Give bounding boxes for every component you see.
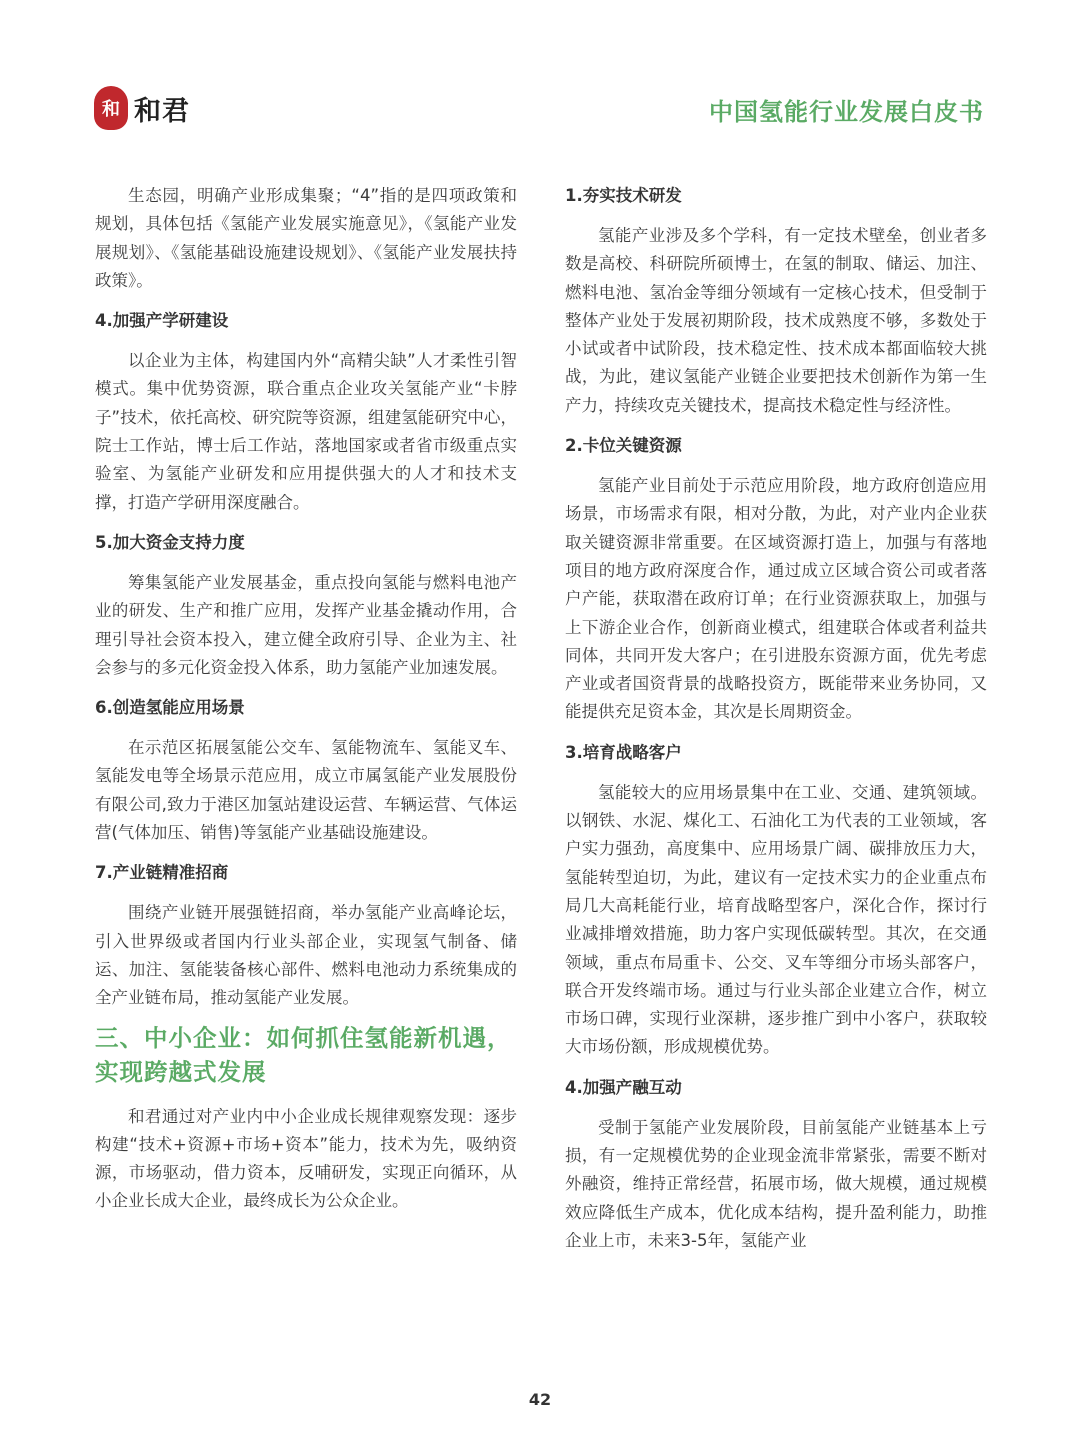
logo-text: 和君 — [134, 95, 190, 127]
logo-seal-icon: 和 — [94, 86, 128, 130]
subheading-4: 4.加强产学研建设 — [95, 311, 229, 331]
subheading-r2: 2.卡位关键资源 — [565, 436, 682, 456]
brand-logo — [94, 86, 190, 130]
subheading-6: 6.创造氢能应用场景 — [95, 698, 245, 718]
left-column — [95, 182, 517, 1216]
intro-paragraph: 生态园，明确产业形成集聚；“4”指的是四项政策和规划，具体包括《氢能产业发展实施意见》，《氢能产业发展规划》、《氢能基础设施建设规划》、《氢能产业发展扶持政策》。 — [95, 186, 517, 290]
paragraph-r2: 氢能产业目前处于示范应用阶段，地方政府创造应用场景，市场需求有限，相对分散，为此，对产业内企业获取关键资源非常重要。在区域资源打造上，加强与有落地项目的地方政府深度合作，通过成立区域合资公司或者落户产能，获取潜在政府订单；在行业资源获取上，加强与上下游企业合作，创新商业模式，组建联合体或者利益共同体，共同开发大客户；在引进股东资源方面，优先考虑产业或者国资背景的战略投资方，既能带来业务协同，又能提供充足资本金，其次是长周期资金。 — [565, 476, 987, 722]
paragraph-7: 围绕产业链开展强链招商，举办氢能产业高峰论坛，引入世界级或者国内行业头部企业，实现氢气制备、储运、加注、氢能装备核心部件、燃料电池动力系统集成的全产业链布局，推动氢能产业发展。 — [95, 903, 517, 1008]
subheading-r3: 3.培育战略客户 — [565, 742, 682, 762]
right-column — [565, 182, 987, 1255]
section-title: 三、中小企业：如何抓住氢能新机遇，实现跨越式发展 — [95, 1023, 512, 1086]
subheading-5: 5.加大资金支持力度 — [95, 532, 245, 552]
section-paragraph: 和君通过对产业内中小企业成长规律观察发现：逐步构建“技术+资源+市场+资本”能力，技术为先，吸纳资源，市场驱动，借力资本，反哺研发，实现正向循环，从小企业长成大企业，最终成长为公众企业。 — [95, 1106, 517, 1211]
subheading-r1: 1.夯实技术研发 — [565, 186, 682, 205]
document-title: 中国氢能行业发展白皮书 — [709, 98, 984, 126]
paragraph-r1: 氢能产业涉及多个学科，有一定技术壁垒，创业者多数是高校、科研院所硕博士，在氢的制取、储运、加注、燃料电池、氢冶金等细分领域有一定核心技术，但受制于整体产业处于发展初期阶段，技术成熟度不够，多数处于小试或者中试阶段，技术稳定性、技术成本都面临较大挑战，为此，建议氢能产业链企业要把技术创新作为第一生产力，持续攻克关键技术，提高技术稳定性与经济性。 — [565, 226, 987, 415]
paragraph-r4: 受制于氢能产业发展阶段，目前氢能产业链基本上亏损，有一定规模优势的企业现金流非常紧张，需要不断对外融资，维持正常经营，拓展市场，做大规模，通过规模效应降低生产成本，优化成本结构，提升盈利能力，助推企业上市，未来3-5年，氢能产业 — [565, 1117, 987, 1250]
page-number: 42 — [528, 1390, 552, 1409]
paragraph-r3: 氢能较大的应用场景集中在工业、交通、建筑领域。以钢铁、水泥、煤化工、石油化工为代表的工业领域，客户实力强劲，高度集中、应用场景广阔、碳排放压力大，氢能转型迫切，为此，建议有一定技术实力的企业重点布局几大高耗能行业，培育战略型客户，深化合作，探讨行业减排增效措施，助力客户实现低碳转型。其次，在交通领域，重点布局重卡、公交、叉车等细分市场头部客户，联合开发终端市场。通过与行业头部企业建立合作，树立市场口碑，实现行业深耕，逐步推广到中小客户，获取较大市场份额，形成规模优势。 — [565, 782, 987, 1057]
subheading-7: 7.产业链精准招商 — [95, 863, 229, 883]
paragraph-5: 筹集氢能产业发展基金，重点投向氢能与燃料电池产业的研发、生产和推广应用，发挥产业基金撬动作用，合理引导社会资本投入，建立健全政府引导、企业为主、社会参与的多元化资金投入体系，助力氢能产业加速发展。 — [95, 572, 517, 677]
paragraph-6: 在示范区拓展氢能公交车、氢能物流车、氢能叉车、氢能发电等全场景示范应用，成立市属氢能产业发展股份有限公司,致力于港区加氢站建设运营、车辆运营、气体运营(气体加压、销售)等氢能产业基础设施建设。 — [95, 738, 517, 843]
subheading-r4: 4.加强产融互动 — [565, 1077, 682, 1097]
paragraph-4: 以企业为主体，构建国内外“高精尖缺”人才柔性引智模式。集中优势资源，联合重点企业攻关氢能产业“卡脖子”技术，依托高校、研究院等资源，组建氢能研究中心，院士工作站，博士后工作站，落地国家或者省市级重点实验室、为氢能产业研发和应用提供强大的人才和技术支撑，打造产学研用深度融合。 — [95, 351, 517, 512]
page-header — [0, 0, 1080, 150]
